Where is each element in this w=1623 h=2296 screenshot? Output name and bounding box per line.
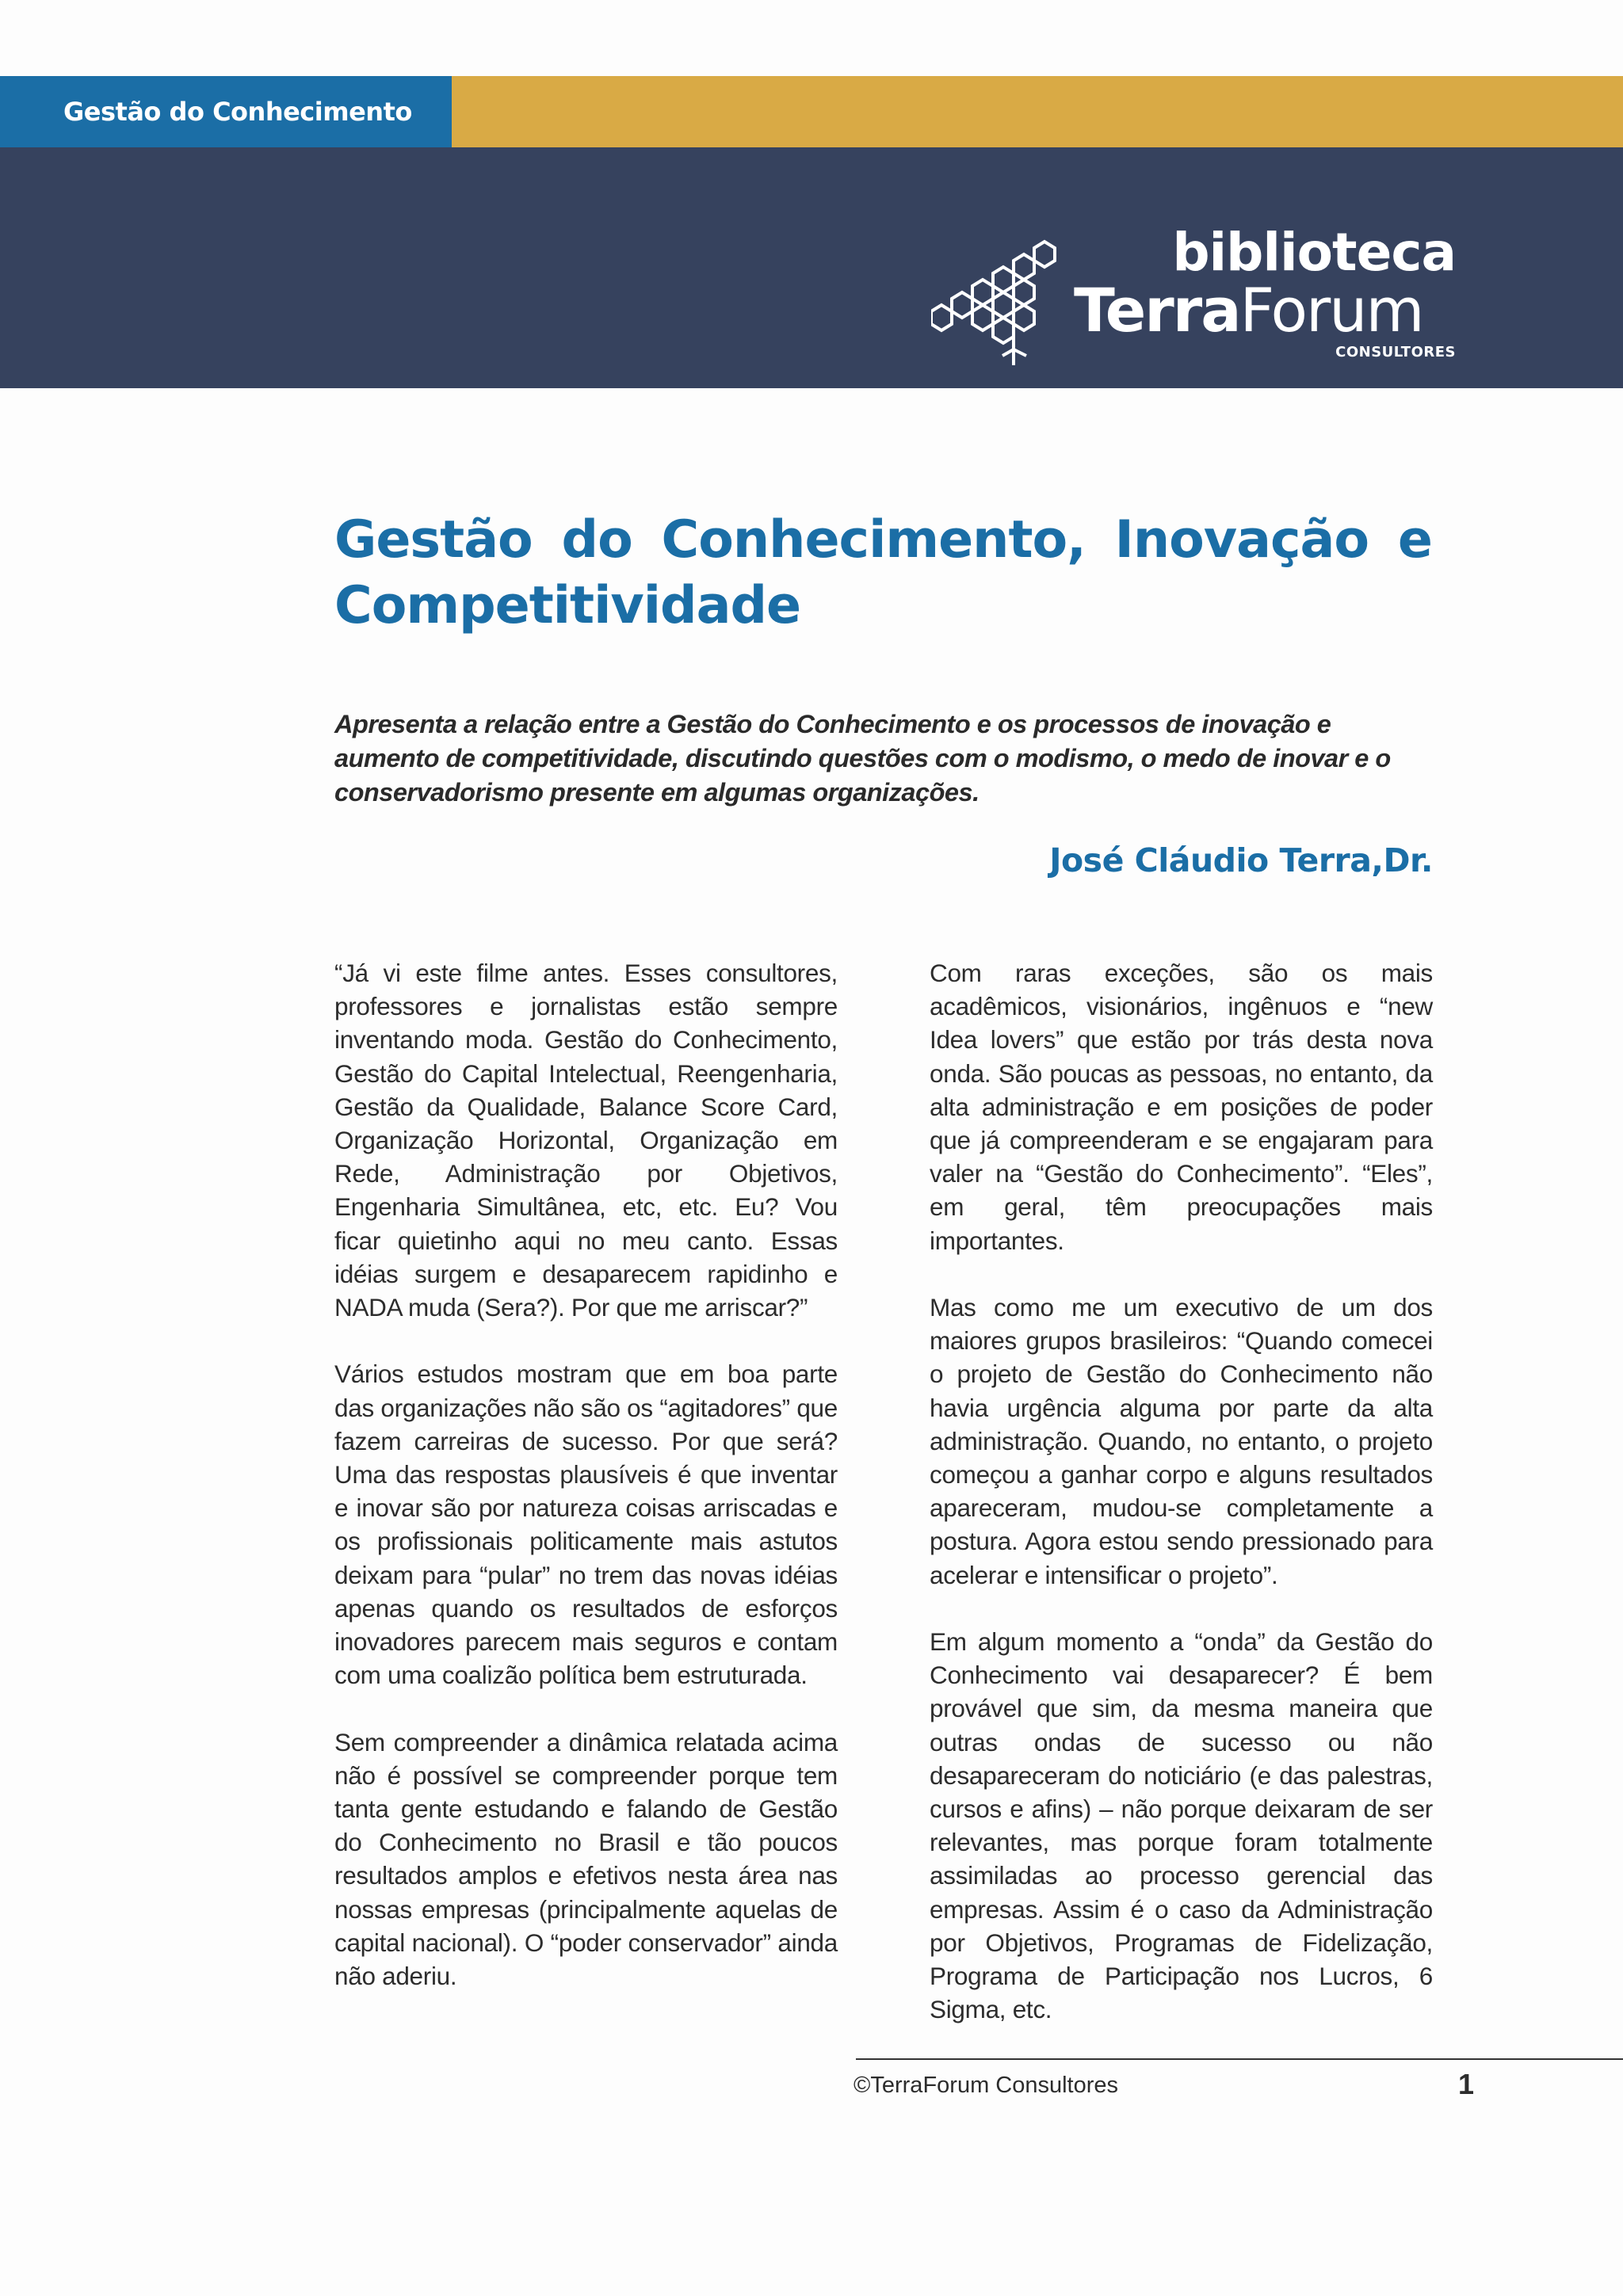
article-title: Gestão do Conhecimento, Inovação e Competitividade <box>334 510 1432 635</box>
body-paragraph: Com raras exceções, são os mais acadêmicos, visionários, ingênuos e “new Idea lovers” que estão por trás desta nova onda. São poucas as pessoas, no entanto, da alta administração e em posições de poder que já compreenderam e se engajaram para valer na “Gestão do Conhecimento”. “Eles”, em geral, têm preocupações mais importantes. <box>930 959 1433 1255</box>
honeycomb-hexagon-icon <box>931 238 1078 369</box>
terraforum-logo <box>931 222 1486 361</box>
page-number: 1 <box>1458 2068 1475 2100</box>
article-abstract: Apresenta a relação entre a Gestão do Conhecimento e os processos de inovação e aumento de competitividade, discutindo questões com o modismo, o medo de inovar e o conservadorismo presente em algumas organizações. <box>334 710 1391 807</box>
left-text-column <box>334 956 838 2026</box>
gold-stripe <box>452 76 1623 147</box>
footer-copyright: ©TerraForum Consultores <box>854 2073 1119 2098</box>
logo-biblioteca-text: biblioteca <box>1172 222 1456 283</box>
body-paragraph: Mas como me um executivo de um dos maiores grupos brasileiros: “Quando comecei o projeto de Gestão do Conhecimento não havia urgência alguma por parte da alta administração. Quando, no entanto, o projeto começou a ganhar corpo e alguns resultados apareceram, mudou-se completamente a postura. Agora estou sendo pressionado para acelerar e intensificar o projeto”. <box>930 1293 1433 1589</box>
body-paragraph: Em algum momento a “onda” da Gestão do Conhecimento vai desaparecer? É bem provável que sim, da mesma maneira que outras ondas de sucesso ou não desapareceram do noticiário (e das palestras, cursos e afins) – não porque deixaram de ser relevantes, mas porque foram totalmente assimiladas ao processo gerencial das empresas. Assim é o caso da Administração por Objetivos, Programas de Fidelização, Programa de Participação nos Lucros, 6 Sigma, etc. <box>930 1627 1433 2024</box>
logo-brand-light: Forum <box>1239 275 1423 345</box>
body-paragraph: Vários estudos mostram que em boa parte das organizações não são os “agitadores” que fazem carreiras de sucesso. Por que será? Uma das respostas plausíveis é que inventar e inovar são por natureza coisas arriscadas e os profissionais politicamente mais astutos deixam para “pular” no trem das novas idéias apenas quando os resultados de esforços inovadores parecem mais seguros e contam com uma coalizão política bem estruturada. <box>334 1360 838 1690</box>
body-paragraph: “Já vi este filme antes. Esses consultores, professores e jornalistas estão sempre inventando moda. Gestão do Conhecimento, Gestão do Capital Intelectual, Reengenharia, Gestão da Qualidade, Balance Score Card, Organização Horizontal, Organização em Rede, Administração por Objetivos, Engenharia Simultânea, etc, etc. Eu? Vou ficar quietinho aqui no meu canto. Essas idéias surgem e desaparecem rapidinho e NADA muda (Sera?). Por que me arriscar?” <box>334 959 838 1322</box>
article-author: José Cláudio Terra,Dr. <box>1049 841 1433 879</box>
header-banner <box>0 147 1623 388</box>
right-text-column <box>930 956 1433 2060</box>
body-paragraph: Sem compreender a dinâmica relatada acima não é possível se compreender porque tem tanta gente estudando e falando de Gestão do Conhecimento no Brasil e tão poucos resultados amplos e efetivos nesta área nas nossas empresas (principalmente aquelas de capital nacional). O “poder conservador” ainda não aderiu. <box>334 1727 838 1991</box>
footer-divider <box>856 2058 1623 2060</box>
logo-brand-bold: Terra <box>1074 275 1240 345</box>
logo-tagline: CONSULTORES <box>1335 344 1456 360</box>
section-tab <box>0 76 452 147</box>
logo-brand-name <box>1074 275 1423 345</box>
section-label: Gestão do Conhecimento <box>63 97 412 127</box>
top-color-band <box>0 76 1623 147</box>
